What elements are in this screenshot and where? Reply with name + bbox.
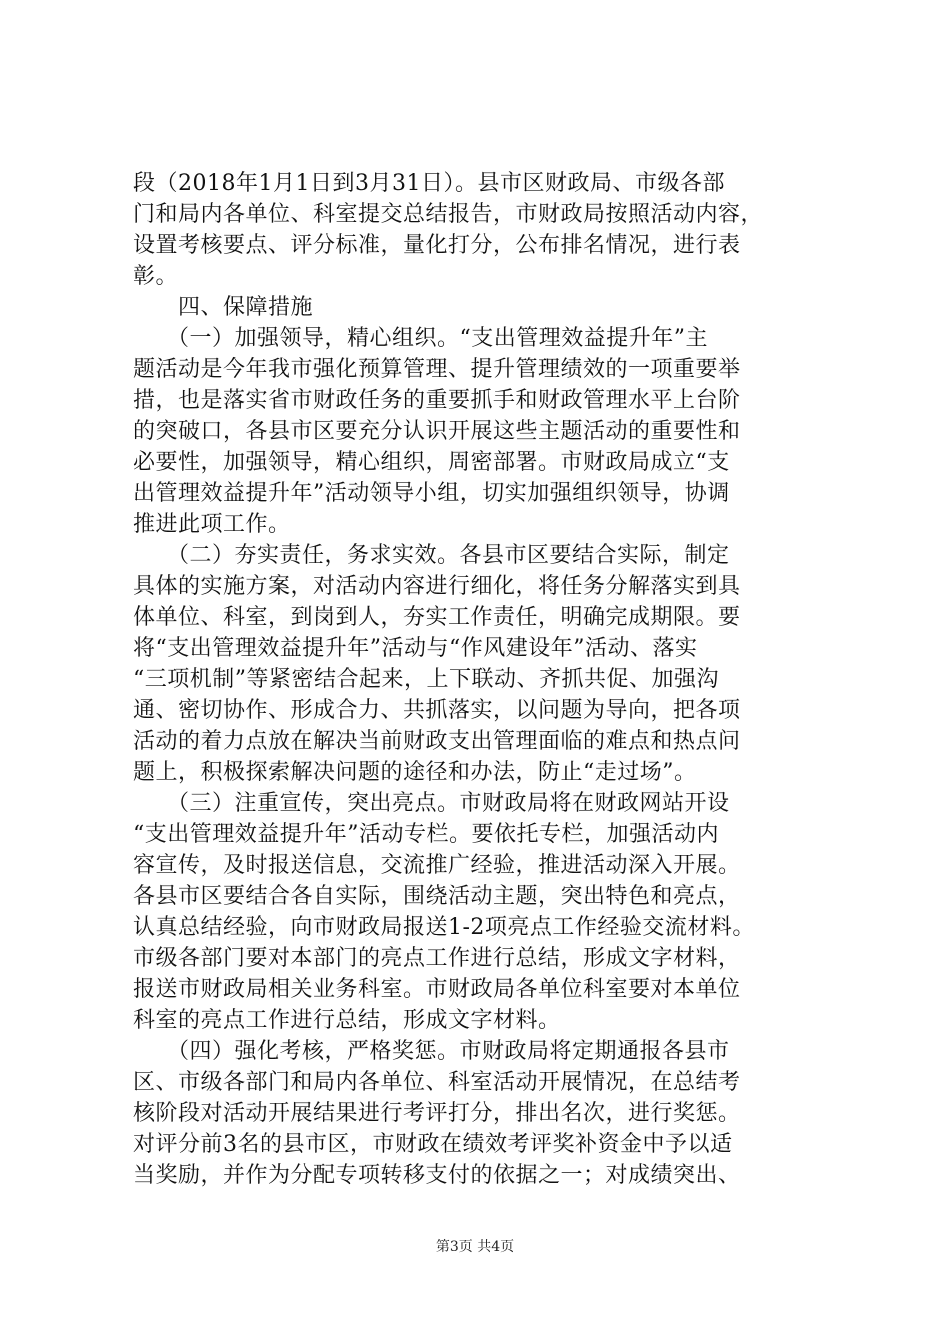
- text-line: 题活动是今年我市强化预算管理、提升管理绩效的一项重要举: [133, 357, 741, 382]
- text-line: 出管理效益提升年”活动领导小组，切实加强组织领导，协调: [133, 481, 730, 506]
- text-line: 题上，积极探索解决问题的途径和办法，防止“走过场”。: [133, 760, 697, 785]
- text-line: 必要性，加强领导，精心组织，周密部署。市财政局成立“支: [133, 450, 730, 475]
- text-line: （四）强化考核，严格奖惩。市财政局将定期通报各县市: [133, 1039, 730, 1064]
- text-line: 活动的着力点放在解决当前财政支出管理面临的难点和热点问: [133, 729, 741, 754]
- text-line: 通、密切协作、形成合力、共抓落实，以问题为导向，把各项: [133, 698, 741, 723]
- page-number-footer: 第3页 共4页: [435, 1239, 515, 1255]
- text-line: 的突破口，各县市区要充分认识开展这些主题活动的重要性和: [133, 419, 741, 444]
- text-line: 核阶段对活动开展结果进行考评打分，排出名次，进行奖惩。: [133, 1101, 741, 1126]
- text-line: 体单位、科室，到岗到人，夯实工作责任，明确完成期限。要: [133, 605, 741, 630]
- text-line: （三）注重宣传，突出亮点。市财政局将在财政网站开设: [133, 791, 730, 816]
- text-line: 当奖励，并作为分配专项转移支付的依据之一；对成绩突出、: [133, 1163, 741, 1188]
- text-line: 具体的实施方案，对活动内容进行细化，将任务分解落实到具: [133, 574, 741, 599]
- text-line: 推进此项工作。: [133, 512, 291, 537]
- text-line: 措，也是落实省市财政任务的重要抓手和财政管理水平上台阶: [133, 388, 741, 413]
- text-line: 彰。: [133, 264, 179, 289]
- text-line: 各县市区要结合各自实际，围绕活动主题，突出特色和亮点，: [133, 884, 741, 909]
- text-line: 科室的亮点工作进行总结，形成文字材料。: [133, 1008, 561, 1033]
- section-heading: 四、保障措施: [133, 295, 314, 320]
- text-line: 段（2018年1月1日到3月31日）。县市区财政局、市级各部: [133, 171, 725, 196]
- text-line: 区、市级各部门和局内各单位、科室活动开展情况，在总结考: [133, 1070, 741, 1095]
- text-line: “三项机制”等紧密结合起来，上下联动、齐抓共促、加强沟: [133, 667, 719, 692]
- text-line: 将“支出管理效益提升年”活动与“作风建设年”活动、落实: [133, 636, 698, 661]
- text-line: 门和局内各单位、科室提交总结报告，市财政局按照活动内容，: [133, 202, 764, 227]
- text-line: （一）加强领导，精心组织。“支出管理效益提升年”主: [133, 326, 708, 351]
- text-line: 对评分前3名的县市区，市财政在绩效考评奖补资金中予以适: [133, 1132, 733, 1157]
- text-line: （二）夯实责任，务求实效。各县市区要结合实际，制定: [133, 543, 730, 568]
- text-line: 设置考核要点、评分标准，量化打分，公布排名情况，进行表: [133, 233, 741, 258]
- document-body: [133, 168, 833, 1191]
- text-line: 市级各部门要对本部门的亮点工作进行总结，形成文字材料，: [133, 946, 741, 971]
- text-line: 认真总结经验，向市财政局报送1-2项亮点工作经验交流材料。: [133, 915, 755, 940]
- text-line: 报送市财政局相关业务科室。市财政局各单位科室要对本单位: [133, 977, 741, 1002]
- text-line: “支出管理效益提升年”活动专栏。要依托专栏，加强活动内: [133, 822, 719, 847]
- text-line: 容宣传，及时报送信息，交流推广经验，推进活动深入开展。: [133, 853, 741, 878]
